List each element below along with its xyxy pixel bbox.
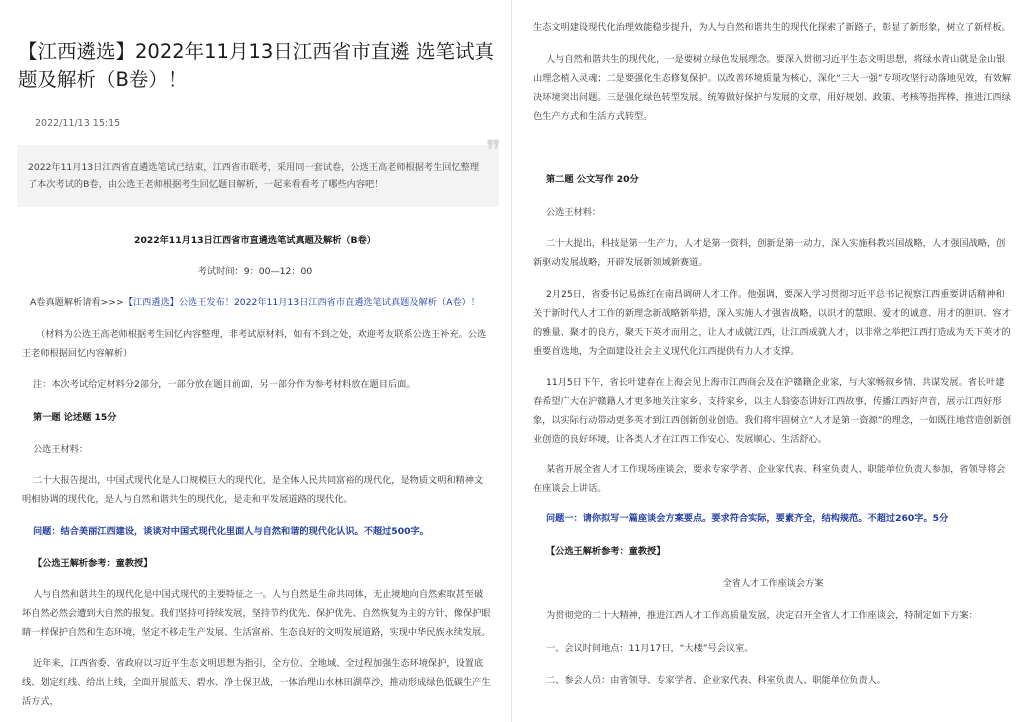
q1-material-label: 公选王材料： bbox=[33, 444, 89, 455]
plan-item-2: 二、参会人员：由省领导、专家学者、企业家代表、科室负责人、职能单位负责人。 bbox=[546, 675, 886, 686]
q2-material-4: 某省开展全省人才工作现场座谈会，要求专家学者、企业家代表、科室负责人、职能单位负责人参加，省领导将会在座谈会上讲话。 bbox=[533, 464, 1006, 494]
plan-title: 全省人才工作座谈会方案 bbox=[722, 578, 824, 589]
q1-material: 二十大报告提出，中国式现代化是人口规模巨大的现代化，是全体人民共同富裕的现代化，是物质文明和精神文明相协调的现代化，是人与自然和谐共生的现代化，是走和平发展道路的现代化。 bbox=[22, 475, 484, 505]
q2-title: 第二题 公文写作 20分 bbox=[546, 174, 639, 185]
a-paper-link[interactable]: 【江西遴选】公选王发布！2022年11月13日江西省市直遴选笔试真题及解析（A卷）！ bbox=[123, 297, 480, 308]
intro-quote-box bbox=[17, 134, 501, 207]
q2-material-1: 二十大提出，科技是第一生产力，人才是第一资料，创新是第一动力，深入实施科教兴国战略，人才强国战略，创新驱动发展战略，开辟发展新领域新赛道。 bbox=[533, 238, 1006, 268]
q1-title: 第一题 论述题 15分 bbox=[33, 412, 117, 423]
q1-question: 问题：结合美丽江西建设，谈谈对中国式现代化里面人与自然和谐的现代化认识。不超过500字。 bbox=[33, 526, 429, 537]
q1-analysis-p2: 近年来，江西省委、省政府以习近平生态文明思想为指引，全方位、全地域、全过程加强生态环境保护，设置底线、划定红线、给出上线，全面开展蓝天、碧水、净土保卫战，一体治理山水林田湖草沙，推动形成绿色低碳生产生活方式， bbox=[22, 658, 491, 707]
q2-material-3: 11月5日下午，省长叶建春在上海会见上海市江西商会及在沪赣籍企业家，与大家畅叙乡情、共谋发展。省长叶建春希望广大在沪赣籍人才更多地关注家乡、支持家乡，以主人翁姿态讲好江西故事，传播江西好声音，展示江西好形象，以实际行动带动更多英才到江西创新创业创造。我们将牢固树立“人才是第一资源”的理念，一如既往地营造创新创业创造的良好环境，让各类人才在江西工作安心、发展顺心、生活舒心。 bbox=[533, 377, 1012, 445]
q1-analysis-continued: 生态文明建设现代化治理效能稳步提升，为人与自然和谐共生的现代化探索了新路子，彰显了新形象，树立了新样板。 bbox=[533, 22, 1011, 33]
exam-time: 考试时间：9：00—12：00 bbox=[197, 266, 313, 277]
exam-heading: 2022年11月13日江西省市直遴选笔试真题及解析（B卷） bbox=[134, 235, 376, 246]
plan-item-1: 一、会议时间地点：11月17日，“大楼”号会议室。 bbox=[546, 643, 754, 654]
q1-analysis-label: 【公选王解析参考：童教授】 bbox=[33, 558, 153, 569]
right-page bbox=[513, 0, 1024, 722]
a-paper-link-line bbox=[30, 293, 490, 312]
material-note: （材料为公选王高老师根据考生回忆内容整理，非考试原材料，如有不到之处，欢迎考友联系公选王补充。公选王老师根据回忆内容解析） bbox=[22, 329, 487, 359]
article-date: 2022/11/13 15:15 bbox=[35, 118, 121, 129]
q2-material-label: 公选王材料： bbox=[546, 207, 602, 218]
article-title: 【江西遴选】2022年11月13日江西省市直遴 选笔试真题及解析（B卷）！ bbox=[18, 40, 494, 91]
exam-notice: 注：本次考试给定材料分2部分，一部分放在题目前面，另一部分作为参考材料放在题目后面。 bbox=[33, 379, 416, 390]
q2-analysis-label: 【公选王解析参考：童教授】 bbox=[546, 546, 666, 557]
q1-analysis-p3: 人与自然和谐共生的现代化，一是要树立绿色发展理念。要深入贯彻习近平生态文明思想，将绿水青山就是金山银山理念植入灵魂；二是要强化生态修复保护。以改善环境质量为核心，深化“三大一强”专项攻坚行动落地见效，有效解决环境突出问题。三是强化绿色转型发展。统筹做好保护与发展的文章，用好规划、政策、考核等指挥棒，推进江西绿色生产方式和生活方式转型。 bbox=[533, 54, 1012, 122]
plan-intro: 为贯彻党的二十大精神，推进江西人才工作高质量发展，决定召开全省人才工作座谈会，特制定如下方案： bbox=[546, 610, 978, 621]
link-prefix: A卷真题解析请看>>> bbox=[30, 297, 124, 308]
quote-icon: ❞ bbox=[485, 134, 501, 167]
intro-text: 2022年11月13日江西省直遴选笔试已结束，江西省市联考，采用同一套试卷，公选王高老师根据考生回忆整理了本次考试的B卷，由公选王老师根据考生回忆题目解析，一起来看看考了哪些内容吧！ bbox=[28, 162, 480, 190]
q2-material-2: 2月25日，省委书记易炼红在南昌调研人才工作。他强调，要深入学习贯彻习近平总书记视察江西重要讲话精神和关于新时代人才工作的新理念新战略新举措，深入实施人才强省战略，以识才的慧眼、爱才的诚意、用才的胆识、容才的雅量、聚才的良方，聚天下英才而用之，让人才成就江西，让江西成就人才，以非常之举把江西打造成为天下英才的重要首选地，为全面建设社会主义现代化江西提供有力人才支撑。 bbox=[533, 289, 1011, 357]
q1-analysis-p1: 人与自然和谐共生的现代化是中国式现代的主要特征之一。人与自然是生命共同体，无止境地向自然索取甚至破坏自然必然会遭到大自然的报复。我们坚持可持续发展，坚持节约优先、保护优先、自然恢复为主的方针，像保护眼睛一样保护自然和生态环境，坚定不移走生产发展、生活富裕、生态良好的文明发展道路，实现中华民族永续发展。 bbox=[22, 589, 491, 638]
q2-question: 问题一：请你拟写一篇座谈会方案要点。要求符合实际，要素齐全，结构规范。不超过260字。5分 bbox=[546, 513, 949, 524]
